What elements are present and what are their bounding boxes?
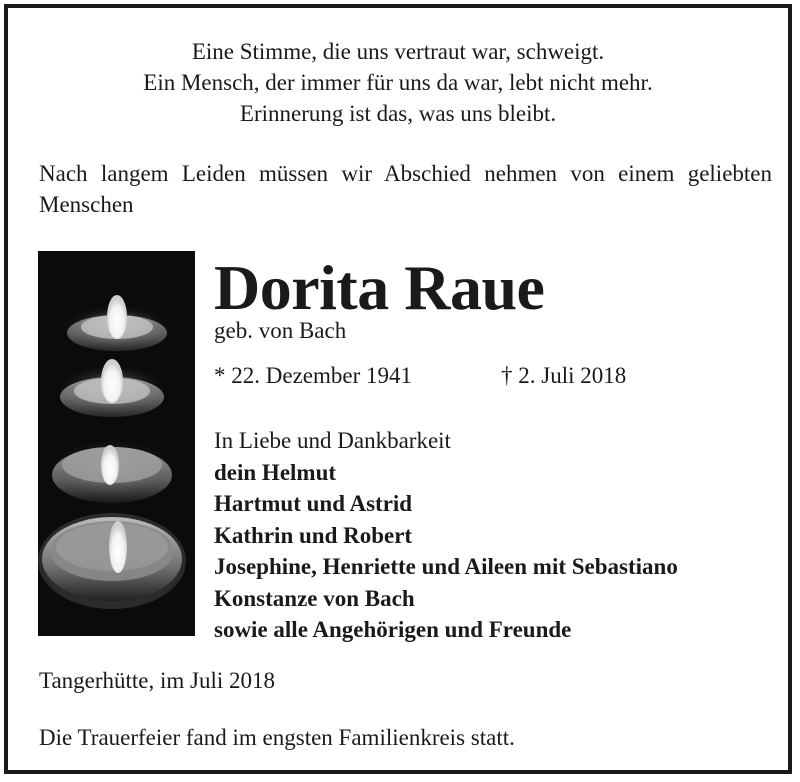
mourner-name: Kathrin und Robert bbox=[214, 522, 413, 548]
memorial-poem bbox=[8, 36, 788, 129]
candles-illustration bbox=[38, 251, 195, 636]
funeral-note: Die Trauerfeier fand im engsten Familienkreis statt. bbox=[39, 725, 515, 750]
mourner-name: Konstanze von Bach bbox=[214, 585, 415, 611]
candles-image bbox=[38, 251, 195, 636]
birth-date: * 22. Dezember 1941 bbox=[214, 363, 412, 388]
mourners-list bbox=[214, 425, 678, 646]
obituary-notice bbox=[4, 4, 792, 774]
poem-line: Ein Mensch, der immer für uns da war, lebt nicht mehr. bbox=[143, 70, 653, 95]
mourner-name: Hartmut und Astrid bbox=[214, 491, 413, 516]
poem-line: Erinnerung ist das, was uns bleibt. bbox=[239, 101, 557, 126]
maiden-name: geb. von Bach bbox=[214, 318, 347, 343]
poem-line: Eine Stimme, die uns vertraut war, schweigt. bbox=[191, 39, 605, 64]
intro-text: Nach langem Leiden müssen wir Abschied nehmen von einem geliebten Menschen bbox=[39, 161, 772, 217]
deceased-name: Dorita Raue bbox=[214, 252, 545, 323]
place-and-date: Tangerhütte, im Juli 2018 bbox=[39, 668, 276, 693]
mourner-name: dein Helmut bbox=[214, 459, 337, 485]
death-date: † 2. Juli 2018 bbox=[501, 363, 627, 388]
mourner-name: sowie alle Angehörigen und Freunde bbox=[214, 617, 572, 642]
mourner-name: Josephine, Henriette und Aileen mit Sebastiano bbox=[214, 554, 678, 579]
mourners-lead: In Liebe und Dankbarkeit bbox=[214, 428, 451, 453]
life-dates bbox=[214, 361, 627, 391]
